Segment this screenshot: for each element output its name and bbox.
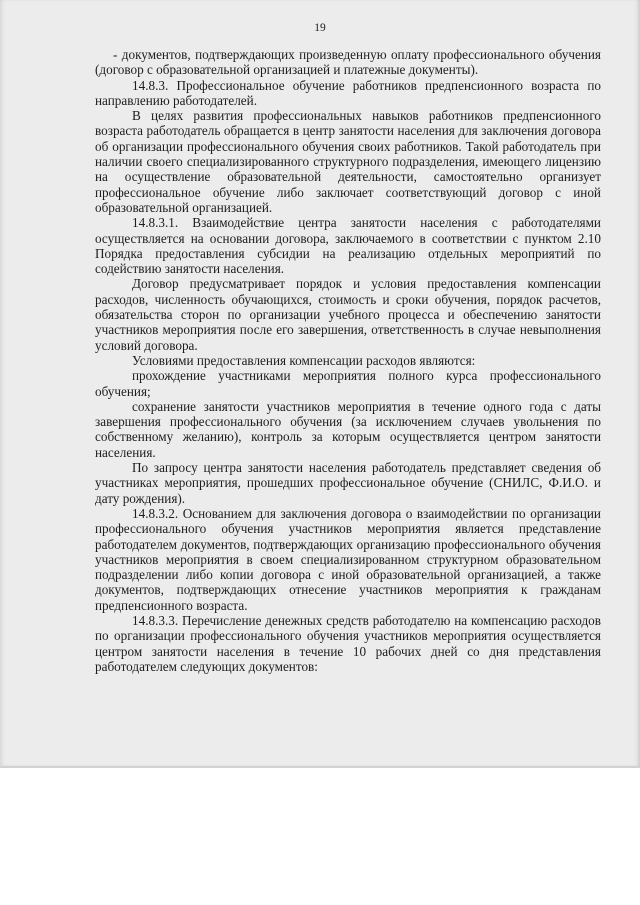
section-heading-14-8-3: 14.8.3. Профессиональное обучение работников предпенсионного возраста по направлению работодателей.	[95, 77, 601, 108]
section-14-8-3-1: 14.8.3.1. Взаимодействие центра занятости населения с работодателями осуществляется на основании договора, заключаемого в соответствии с пунктом 2.10 Порядка предоставления субсидии на реализацию отдельных мероприятий по содействию занятости населения.	[95, 215, 601, 277]
paragraph-participant-info: По запросу центра занятости населения работодатель представляет сведения об участниках мероприятия, прошедших профессиональное обучение (СНИЛС, Ф.И.О. и дату рождения).	[95, 460, 601, 506]
document-text	[95, 47, 601, 674]
page-number: 19	[314, 22, 326, 34]
paragraph-employer-skills: В целях развития профессиональных навыков работников предпенсионного возраста работодатель обращается в центр занятости населения для заключения договора об организации профессионального обучения своих работников. Такой работодатель при наличии своего специализированного структурного подразделения, имеющего лицензию на осуществление образовательной деятельности, самостоятельно организует профессиональное обучение либо заключает соответствующий договор с иной образовательной организацией.	[95, 108, 601, 215]
section-14-8-3-2: 14.8.3.2. Основанием для заключения договора о взаимодействии по организации профессионального обучения участников мероприятия является представление работодателем документов, подтверждающих организацию профессионального обучения участников мероприятия в своем специализированном структурном образовательном подразделении либо копии договора с иной образовательной организацией, а также документов, подтверждающих отнесение участников мероприятия к гражданам предпенсионного возраста.	[95, 505, 601, 613]
paragraph-contract-terms: Договор предусматривает порядок и условия предоставления компенсации расходов, численность обучающихся, стоимость и сроки обучения, порядок расчетов, обязательства сторон по организации учебного процесса и обеспечению занятости участников мероприятия после его завершения, ответственность в случае невыполнения условий договора.	[95, 276, 601, 353]
section-14-8-3-3: 14.8.3.3. Перечисление денежных средств работодателю на компенсацию расходов по организации профессионального обучения участников мероприятия осуществляется центром занятости населения в течение 10 рабочих дней со дня представления работодателем следующих документов:	[95, 612, 601, 674]
paragraph-employment-retention: сохранение занятости участников мероприятия в течение одного года с даты завершения профессионального обучения (за исключением случаев увольнения по собственному желанию), контроль за которым осуществляется центром занятости населения.	[95, 398, 601, 460]
paragraph-full-course: прохождение участниками мероприятия полного курса профессионального обучения;	[95, 368, 601, 399]
paragraph-documents-payment: - документов, подтверждающих произведенную оплату профессионального обучения (договор с образовательной организацией и платежные документы).	[95, 47, 601, 78]
paragraph-compensation-conditions: Условиями предоставления компенсации расходов являются:	[132, 352, 476, 368]
